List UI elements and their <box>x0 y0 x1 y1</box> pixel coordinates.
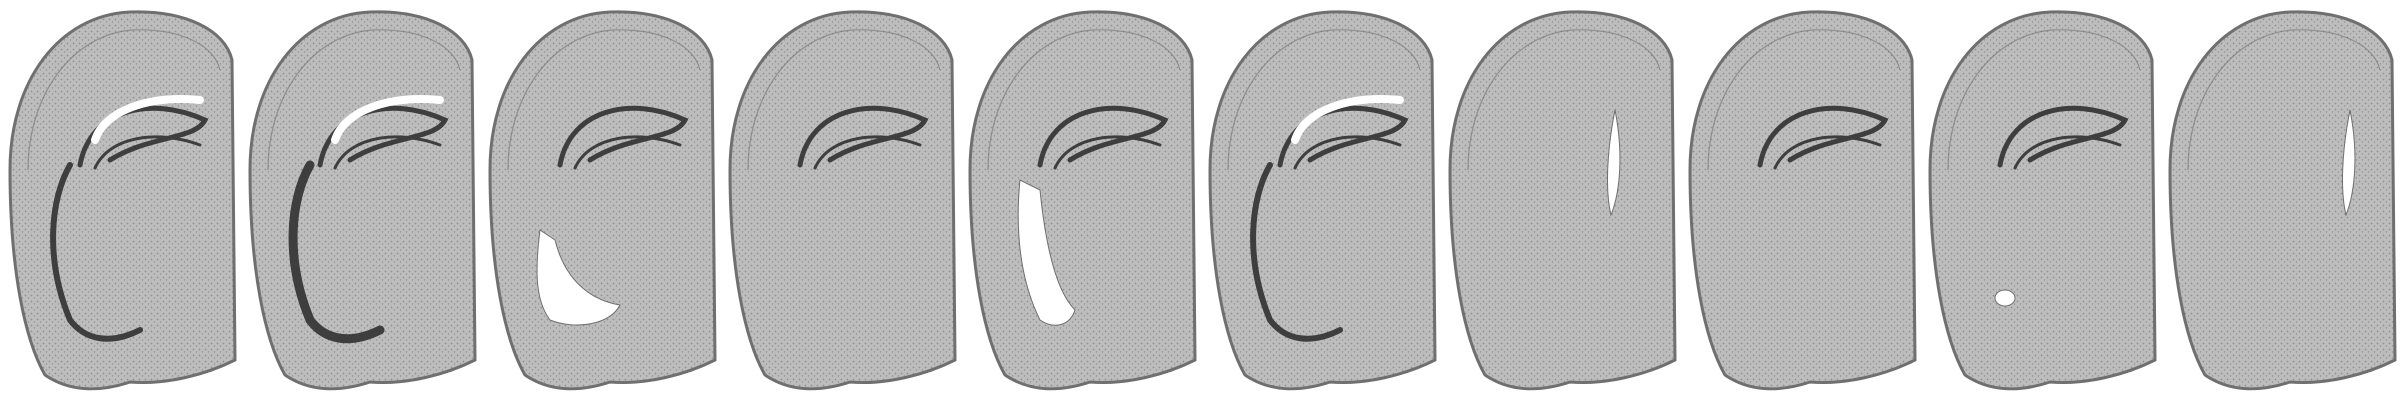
brain-section-image <box>960 0 1200 400</box>
brain-section-panel <box>480 0 720 400</box>
brain-section-image <box>1920 0 2160 400</box>
brain-section-panel <box>0 0 240 400</box>
brain-section-image <box>480 0 720 400</box>
tissue-section <box>1690 12 1915 389</box>
tissue-section <box>970 12 1195 389</box>
tissue-section <box>1210 12 1435 389</box>
brain-section-image <box>1200 0 1440 400</box>
brain-section-panel <box>240 0 480 400</box>
tissue-section <box>10 12 235 389</box>
brain-section-panel <box>1920 0 2160 400</box>
brain-section-panel <box>2160 0 2400 400</box>
brain-section-panel <box>720 0 960 400</box>
tissue-section <box>730 12 955 389</box>
brain-section-panel <box>1200 0 1440 400</box>
brain-section-image <box>2160 0 2400 400</box>
brain-section-image <box>1680 0 1920 400</box>
brain-section-image <box>720 0 960 400</box>
brain-section-image <box>0 0 240 400</box>
tissue-section <box>1450 12 1675 389</box>
brain-section-image <box>1440 0 1680 400</box>
tissue-section <box>490 12 715 389</box>
brain-section-panel <box>960 0 1200 400</box>
brain-section-image <box>240 0 480 400</box>
tissue-section <box>2170 12 2395 389</box>
brain-section-panel <box>1680 0 1920 400</box>
brain-section-panel <box>1440 0 1680 400</box>
tissue-section <box>1930 12 2155 389</box>
